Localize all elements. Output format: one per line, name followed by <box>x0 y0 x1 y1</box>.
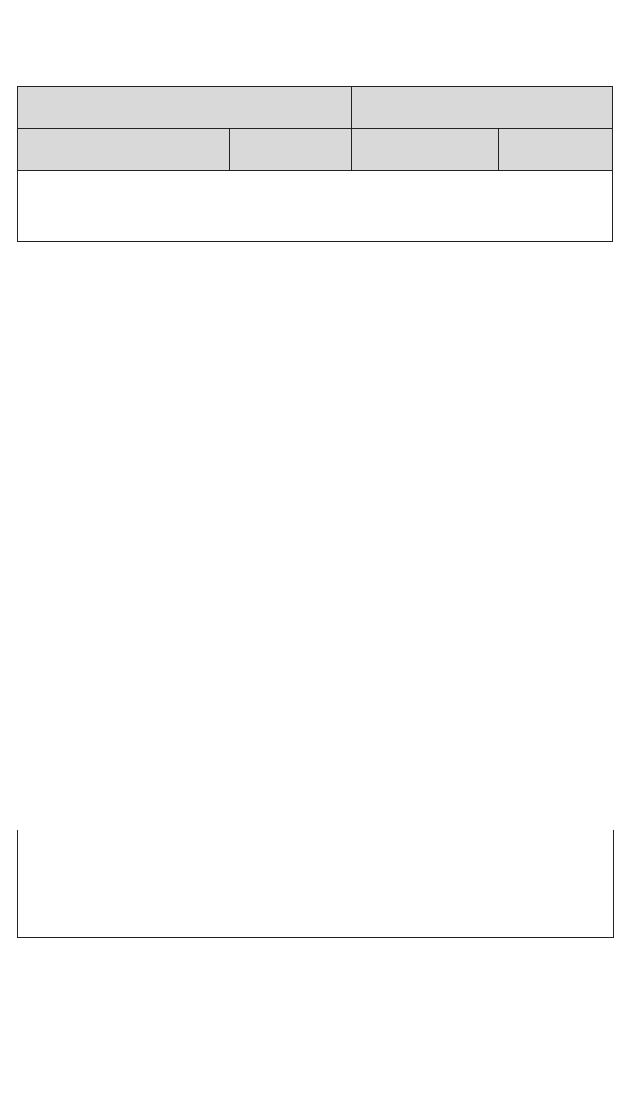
col-lsb <box>499 129 613 171</box>
table-header-row-1 <box>18 87 613 129</box>
table-note-row <box>18 171 613 242</box>
i2c-sequence-svg <box>18 830 615 938</box>
header-hex-code <box>352 87 613 129</box>
header-condition <box>18 87 352 129</box>
i2c-sequence-diagram <box>17 830 614 938</box>
command-table <box>17 86 613 242</box>
table-note <box>18 171 613 242</box>
col-msb <box>352 129 499 171</box>
table-header-row-2 <box>18 129 613 171</box>
col-mps <box>230 129 352 171</box>
col-repeatability <box>18 129 230 171</box>
